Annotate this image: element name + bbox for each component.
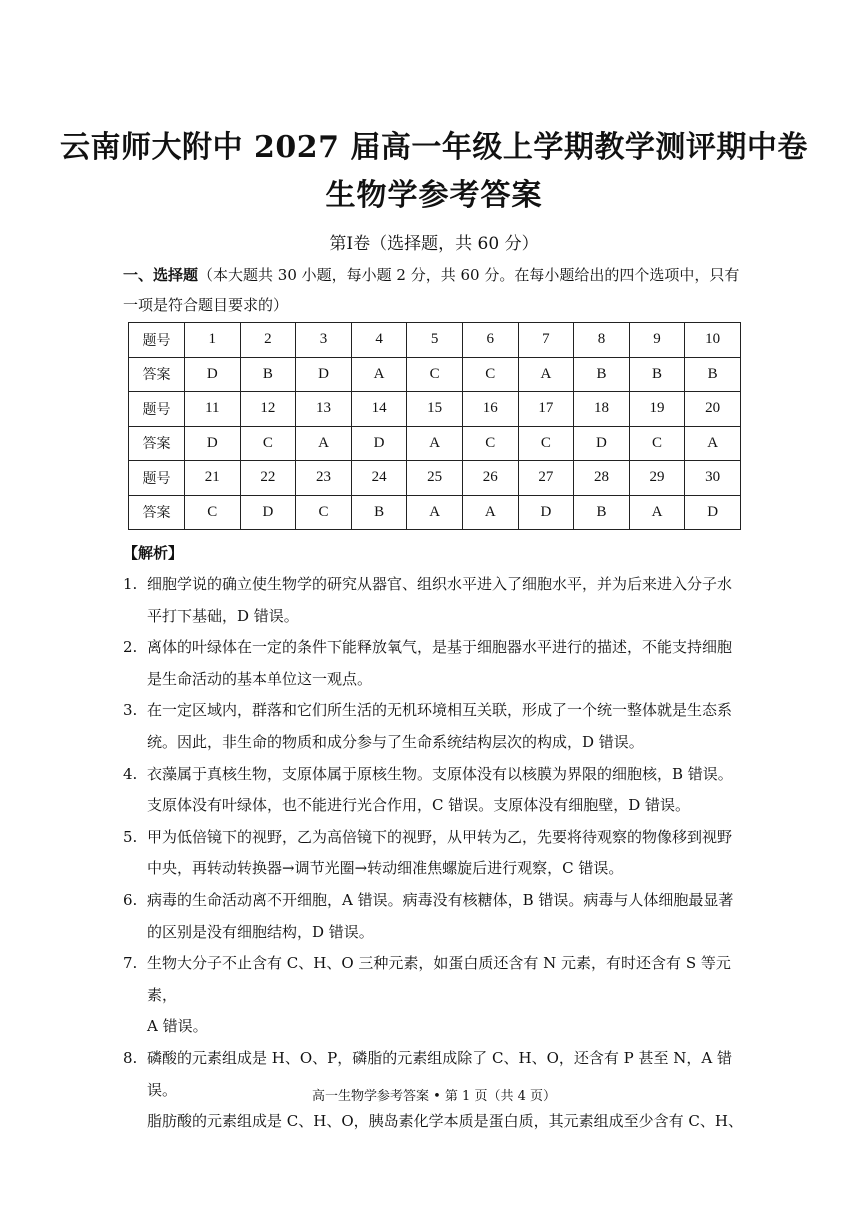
question-number-cell: 21 <box>185 461 241 496</box>
row-header: 题号 <box>129 461 185 496</box>
section-intro <box>123 260 748 320</box>
question-number-cell: 24 <box>351 461 407 496</box>
answer-cell: D <box>518 495 574 530</box>
analysis-item <box>123 569 748 632</box>
answer-cell: C <box>518 426 574 461</box>
answer-cell: B <box>685 357 741 392</box>
question-number-cell: 1 <box>185 323 241 358</box>
analysis-item <box>123 948 748 1043</box>
question-number-cell: 11 <box>185 392 241 427</box>
question-number-cell: 5 <box>407 323 463 358</box>
question-number-cell: 7 <box>518 323 574 358</box>
question-row <box>129 392 741 427</box>
question-number-cell: 12 <box>240 392 296 427</box>
question-number-cell: 9 <box>629 323 685 358</box>
question-number-cell: 3 <box>296 323 352 358</box>
row-header: 答案 <box>129 495 185 530</box>
answer-cell: D <box>685 495 741 530</box>
answer-cell: A <box>296 426 352 461</box>
answer-cell: D <box>240 495 296 530</box>
item-number: 8. <box>123 1048 138 1067</box>
row-header: 题号 <box>129 392 185 427</box>
answer-cell: B <box>629 357 685 392</box>
answer-row <box>129 495 741 530</box>
item-text-line: 病毒的生命活动离不开细胞，A 错误。病毒没有核糖体，B 错误。病毒与人体细胞最显著 <box>147 890 734 909</box>
answer-cell: B <box>574 357 630 392</box>
analysis-list <box>123 569 748 1138</box>
answer-row <box>129 357 741 392</box>
item-text-line: 在一定区域内，群落和它们所生活的无机环境相互关联，形成了一个统一整体就是生态系 <box>147 701 733 720</box>
answer-cell: D <box>185 357 241 392</box>
question-number-cell: 2 <box>240 323 296 358</box>
question-number-cell: 20 <box>685 392 741 427</box>
item-text-line: 离体的叶绿体在一定的条件下能释放氧气，是基于细胞器水平进行的描述，不能支持细胞 <box>147 638 733 657</box>
section-label: 一、选择题 <box>123 266 199 284</box>
answer-cell: B <box>351 495 407 530</box>
question-number-cell: 13 <box>296 392 352 427</box>
question-row <box>129 461 741 496</box>
question-row <box>129 323 741 358</box>
question-number-cell: 18 <box>574 392 630 427</box>
item-text-line: 甲为低倍镜下的视野，乙为高倍镜下的视野，从甲转为乙，先要将待观察的物像移到视野 <box>147 827 733 846</box>
answer-cell: A <box>407 495 463 530</box>
answer-cell: A <box>629 495 685 530</box>
answer-cell: A <box>518 357 574 392</box>
answer-cell: D <box>574 426 630 461</box>
question-number-cell: 16 <box>462 392 518 427</box>
item-number: 1. <box>123 575 138 593</box>
answer-cell: B <box>240 357 296 392</box>
answer-cell: C <box>407 357 463 392</box>
item-number: 6. <box>123 890 138 909</box>
analysis-item <box>123 632 748 695</box>
answer-cell: C <box>462 357 518 392</box>
answer-cell: A <box>685 426 741 461</box>
item-text-line: 统。因此，非生命的物质和成分参与了生命系统结构层次的构成，D 错误。 <box>147 732 644 751</box>
question-number-cell: 23 <box>296 461 352 496</box>
document-subtitle: 生物学参考答案 <box>325 178 543 213</box>
answer-cell: D <box>185 426 241 461</box>
item-text-line: 细胞学说的确立使生物学的研究从器官、组织水平进入了细胞水平，并为后来进入分子水 <box>147 575 733 593</box>
answer-cell: A <box>351 357 407 392</box>
answer-cell: C <box>296 495 352 530</box>
item-text-line: 支原体没有叶绿体，也不能进行光合作用，C 错误。支原体没有细胞壁，D 错误。 <box>147 796 691 815</box>
answer-cell: D <box>351 426 407 461</box>
answer-cell: C <box>240 426 296 461</box>
analysis-item <box>123 695 748 758</box>
answer-cell: D <box>296 357 352 392</box>
item-text-line: A 错误。 <box>147 1017 208 1036</box>
item-text-line: 脂肪酸的元素组成是 C、H、O，胰岛素化学本质是蛋白质，其元素组成至少含有 C、H、 <box>147 1112 743 1131</box>
question-number-cell: 8 <box>574 323 630 358</box>
item-number: 2. <box>123 638 138 657</box>
question-number-cell: 14 <box>351 392 407 427</box>
analysis-item <box>123 759 748 822</box>
row-header: 答案 <box>129 426 185 461</box>
document-title: 云南师大附中 2027 届高一年级上学期教学测评期中卷 <box>60 130 808 165</box>
item-text-line: 的区别是没有细胞结构，D 错误。 <box>147 922 374 941</box>
answer-cell: C <box>462 426 518 461</box>
answer-cell: B <box>574 495 630 530</box>
question-number-cell: 4 <box>351 323 407 358</box>
question-number-cell: 27 <box>518 461 574 496</box>
section-description: （本大题共 30 小题，每小题 2 分，共 60 分。在每小题给出的四个选项中，只有一项是符合题目要求的） <box>123 266 740 314</box>
question-number-cell: 6 <box>462 323 518 358</box>
item-number: 7. <box>123 954 138 973</box>
item-number: 3. <box>123 701 138 720</box>
row-header: 题号 <box>129 323 185 358</box>
item-number: 4. <box>123 764 138 783</box>
page-footer: 高一生物学参考答案 • 第 1 页（共 4 页） <box>311 1089 556 1104</box>
question-number-cell: 28 <box>574 461 630 496</box>
row-header: 答案 <box>129 357 185 392</box>
analysis-item <box>123 822 748 885</box>
part-heading: 第Ⅰ卷（选择题，共 60 分） <box>329 234 539 254</box>
question-number-cell: 15 <box>407 392 463 427</box>
analysis-item <box>123 885 748 948</box>
item-text-line: 磷酸的元素组成是 H、O、P，磷脂的元素组成除了 C、H、O，还含有 P 甚至 N，A 错误。 <box>147 1048 732 1099</box>
analysis-label: 【解析】 <box>123 544 184 562</box>
item-text-line: 中央，再转动转换器→调节光圈→转动细准焦螺旋后进行观察，C 错误。 <box>147 859 624 878</box>
answer-cell: C <box>629 426 685 461</box>
item-number: 5. <box>123 827 138 846</box>
question-number-cell: 30 <box>685 461 741 496</box>
question-number-cell: 22 <box>240 461 296 496</box>
question-number-cell: 29 <box>629 461 685 496</box>
answer-cell: A <box>407 426 463 461</box>
question-number-cell: 25 <box>407 461 463 496</box>
item-text-line: 平打下基础，D 错误。 <box>147 606 299 625</box>
question-number-cell: 26 <box>462 461 518 496</box>
answer-row <box>129 426 741 461</box>
answer-cell: C <box>185 495 241 530</box>
question-number-cell: 17 <box>518 392 574 427</box>
item-text-line: 衣藻属于真核生物，支原体属于原核生物。支原体没有以核膜为界限的细胞核，B 错误。 <box>147 764 733 783</box>
answer-cell: A <box>462 495 518 530</box>
question-number-cell: 19 <box>629 392 685 427</box>
question-number-cell: 10 <box>685 323 741 358</box>
item-text-line: 生物大分子不止含有 C、H、O 三种元素，如蛋白质还含有 N 元素，有时还含有 S 等元素， <box>147 954 731 1004</box>
item-text-line: 是生命活动的基本单位这一观点。 <box>147 669 373 688</box>
answer-table <box>128 322 741 530</box>
